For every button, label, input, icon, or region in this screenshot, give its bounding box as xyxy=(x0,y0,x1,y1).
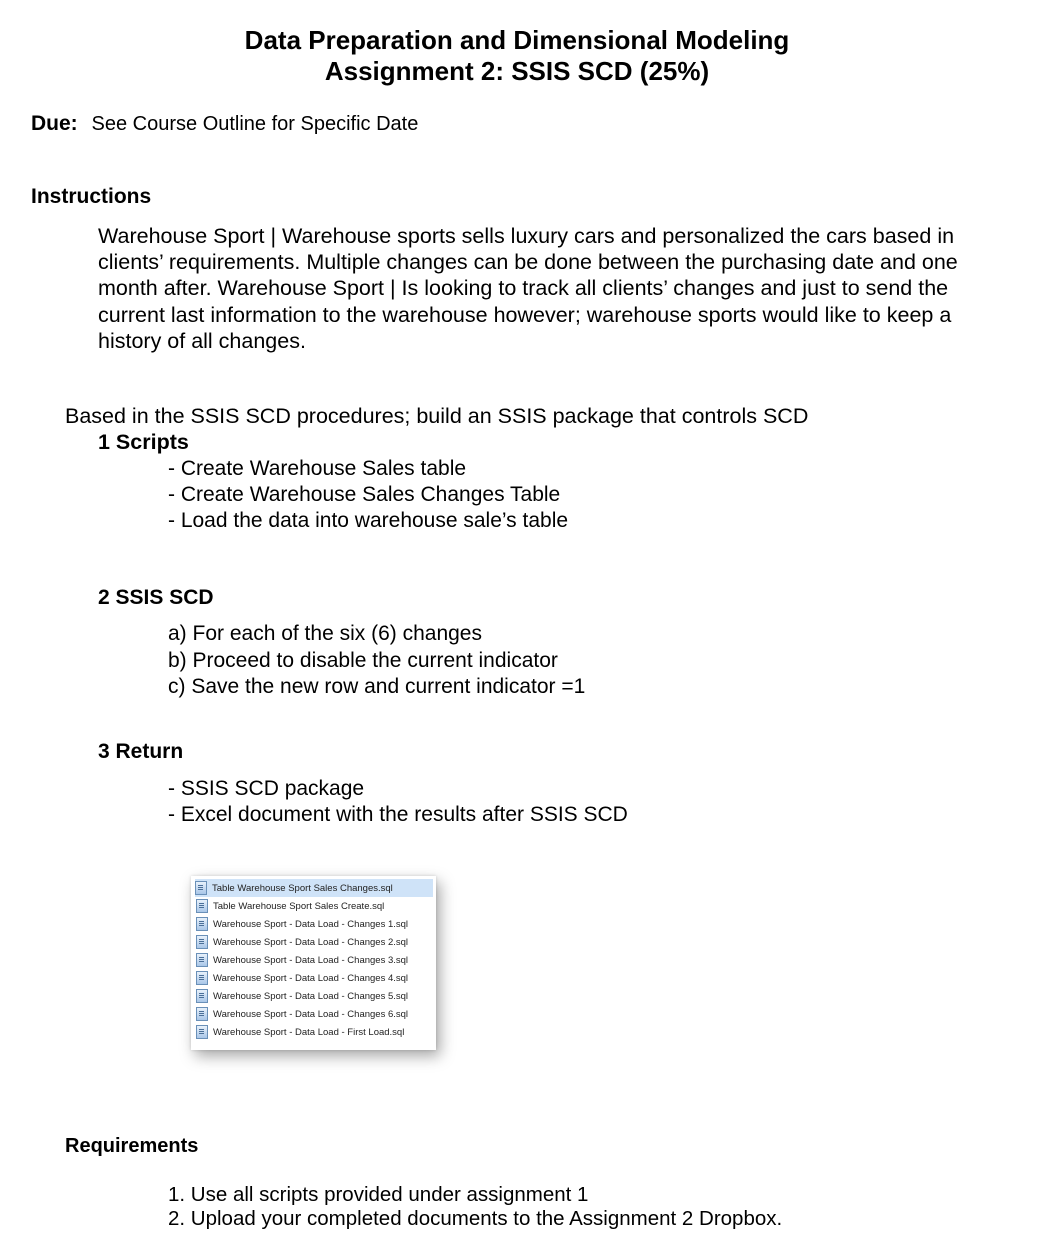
file-item xyxy=(195,879,433,897)
requirement-item: 2. Upload your completed documents to the Assignment 2 Dropbox. xyxy=(168,1207,783,1230)
file-name: Warehouse Sport - Data Load - Changes 3.sql xyxy=(213,954,409,966)
sql-file-icon xyxy=(196,1025,208,1039)
document-subtitle: Assignment 2: SSIS SCD (25%) xyxy=(324,56,710,86)
scd-heading: 2 SSIS SCD xyxy=(98,586,214,609)
scripts-item: - Create Warehouse Sales table xyxy=(168,457,467,480)
document-title: Data Preparation and Dimensional Modeling xyxy=(244,25,790,55)
file-item xyxy=(196,1005,408,1023)
scripts-heading: 1 Scripts xyxy=(98,430,189,454)
requirement-item: 1. Use all scripts provided under assignment 1 xyxy=(168,1183,589,1206)
file-item xyxy=(196,951,408,969)
scripts-item: - Create Warehouse Sales Changes Table xyxy=(168,483,561,506)
task-intro: Based in the SSIS SCD procedures; build an SSIS package that controls SCD xyxy=(65,404,809,428)
sql-file-icon xyxy=(196,899,208,913)
file-name: Warehouse Sport - Data Load - Changes 2.sql xyxy=(213,936,409,948)
file-name: Warehouse Sport - Data Load - Changes 6.sql xyxy=(213,1008,409,1020)
file-item xyxy=(196,933,408,951)
scripts-item: - Load the data into warehouse sale’s table xyxy=(168,509,569,532)
file-item xyxy=(196,969,408,987)
file-name: Warehouse Sport - Data Load - Changes 5.sql xyxy=(213,990,409,1002)
sql-file-icon xyxy=(195,881,207,895)
sql-file-icon xyxy=(196,1007,208,1021)
requirements-heading: Requirements xyxy=(65,1135,199,1157)
file-name: Table Warehouse Sport Sales Create.sql xyxy=(213,900,385,912)
return-item: - Excel document with the results after SSIS SCD xyxy=(168,803,628,826)
file-item xyxy=(196,915,408,933)
file-item xyxy=(196,897,384,915)
return-item: - SSIS SCD package xyxy=(168,777,365,800)
file-item xyxy=(196,987,408,1005)
scd-item: a) For each of the six (6) changes xyxy=(168,622,482,645)
sql-file-icon xyxy=(196,971,208,985)
sql-file-icon xyxy=(196,953,208,967)
sql-file-icon xyxy=(196,917,208,931)
sql-file-icon xyxy=(196,935,208,949)
due-label: Due: xyxy=(31,112,78,135)
instructions-heading: Instructions xyxy=(31,185,152,208)
sql-file-icon xyxy=(196,989,208,1003)
instructions-paragraph: Warehouse Sport | Warehouse sports sells luxury cars and personalized the cars based in clients’ requirements. Multiple changes can be done between the purchasing date and one month after. Warehouse Sport | Is looking to track all clients’ changes and just to send the current last information to the warehouse however; warehouse sports would like to keep a history of all changes. xyxy=(98,224,958,353)
file-list-screenshot xyxy=(191,876,436,1050)
file-name: Warehouse Sport - Data Load - First Load.sql xyxy=(213,1026,405,1038)
scd-item: c) Save the new row and current indicator =1 xyxy=(168,675,586,698)
due-line xyxy=(31,112,418,136)
file-name: Warehouse Sport - Data Load - Changes 4.sql xyxy=(213,972,409,984)
file-item xyxy=(196,1023,404,1041)
due-text: See Course Outline for Specific Date xyxy=(91,113,419,135)
return-heading: 3 Return xyxy=(98,740,184,763)
file-name: Table Warehouse Sport Sales Changes.sql xyxy=(212,882,393,894)
file-name: Warehouse Sport - Data Load - Changes 1.sql xyxy=(213,918,409,930)
scd-item: b) Proceed to disable the current indicator xyxy=(168,649,558,672)
